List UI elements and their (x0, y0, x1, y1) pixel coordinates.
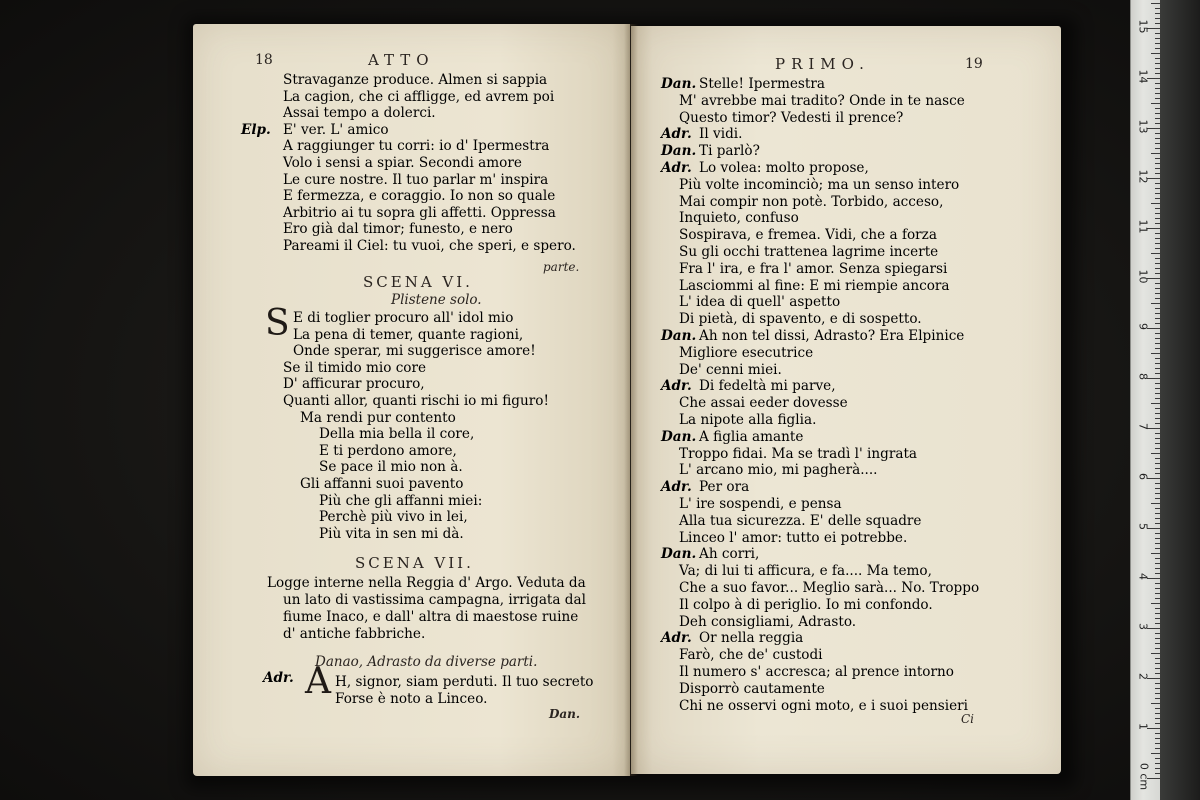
verse-text: L' arcano mio, mi pagherà.... (679, 462, 878, 479)
speaker-label: Dan. (661, 328, 697, 344)
ruler-number: 3 (1136, 623, 1150, 630)
verse-text: Ah corri, (699, 546, 760, 563)
speaker-label: Elp. (241, 121, 271, 138)
ruler-number: 11 (1136, 219, 1150, 234)
verse-text: Il numero s' accresca; al prence intorno (679, 664, 954, 680)
aria-line: E ti perdono amore, (319, 442, 457, 459)
verse-text: Disporrò cautamente (679, 680, 825, 697)
verse-text: Arbitrio ai tu sopra gli affetti. Oppressa (283, 204, 556, 221)
verse-line (283, 72, 547, 88)
aria-line: Più vita in sen mi dà. (319, 525, 464, 542)
left-page-header: ATTO (368, 51, 435, 69)
verse-line (661, 143, 760, 159)
verse-text: De' cenni miei. (679, 361, 782, 378)
verse-line (679, 227, 937, 243)
verse-line (679, 412, 816, 428)
verse-text: Le cure nostre. Il tuo parlar m' inspira (283, 171, 549, 188)
ruler-number: 5 (1136, 523, 1150, 530)
verse-line (661, 429, 803, 445)
ruler-number: 15 (1136, 19, 1150, 34)
verse-line (679, 294, 840, 310)
verse-line (679, 311, 922, 327)
exit-direction: parte. (543, 260, 580, 274)
verse-line (661, 378, 836, 394)
verse-text: L' ire sospendi, e pensa (679, 496, 842, 512)
ruler-edge (1160, 0, 1200, 800)
verse-line (679, 647, 823, 663)
ruler-number: 0 cm (1137, 762, 1151, 791)
aria-line: Più che gli affanni miei: (319, 492, 483, 509)
left-page (193, 24, 630, 776)
verse-line (679, 446, 917, 462)
aria-line: Quanti allor, quanti rischi io mi figuro! (283, 393, 549, 409)
verse-text: Chi ne osservi ogni moto, e i suoi pensieri (679, 697, 968, 714)
verse-text: Inquieto, confuso (679, 210, 799, 227)
verse-text: E fermezza, e coraggio. Io non so quale (283, 188, 556, 205)
aria-line: Perchè più vivo in lei, (319, 509, 468, 526)
speaker-label: Adr. (661, 160, 692, 176)
verse-line (679, 496, 842, 512)
ruler-number: 7 (1136, 423, 1150, 430)
verse-text: Ah non tel dissi, Adrasto? Era Elpinice (699, 328, 965, 344)
verse-text: Mai compir non potè. Torbido, acceso, (679, 193, 944, 210)
verse-line (679, 597, 933, 613)
left-page-number: 18 (255, 52, 273, 68)
verse-line (679, 345, 813, 361)
ruler-number: 6 (1136, 473, 1150, 480)
verse-text: Il colpo à di periglio. Io mi confondo. (679, 596, 933, 613)
ruler-number: 9 (1136, 323, 1150, 330)
aria-line: E di toglier procuro all' idol mio (293, 310, 514, 326)
verse-text: Deh consigliami, Adrasto. (679, 613, 857, 630)
scene7-characters: Danao, Adrasto da diverse parti. (315, 654, 538, 670)
verse-text: Stravaganze produce. Almen si sappia (283, 72, 548, 88)
verse-text: Di pietà, di spavento, e di sospetto. (679, 311, 922, 328)
stage-direction-line: un lato di vastissima campagna, irrigata dal (283, 592, 586, 608)
verse-text: Fra l' ira, e fra l' amor. Senza spiegarsi (679, 260, 948, 277)
speaker-label: Adr. (661, 126, 692, 143)
right-page (631, 26, 1061, 774)
verse-text: Ero già dal timor; funesto, e nero (283, 221, 513, 238)
speaker-label: Adr. (661, 378, 692, 395)
verse-line (241, 122, 389, 138)
ruler-number: 14 (1136, 69, 1150, 84)
verse-line (661, 546, 759, 562)
verse-line (283, 155, 522, 171)
verse-text: Linceo l' amor: tutto ei potrebbe. (679, 529, 908, 546)
verse-line (679, 614, 856, 630)
verse-text: Che assai eeder dovesse (679, 395, 848, 412)
verse-line (679, 395, 848, 411)
verse-text: Assai tempo a dolerci. (283, 105, 436, 122)
ruler-number: 10 (1136, 269, 1150, 284)
speaker-label: Dan. (661, 143, 697, 160)
verse-text: Ti parlò? (699, 143, 760, 160)
verse-line (661, 630, 803, 646)
verse-line (661, 160, 869, 176)
verse-text: A figlia amante (699, 428, 804, 445)
aria-line: Se pace il mio non à. (319, 459, 463, 476)
verse-line (679, 110, 903, 126)
verse-text: Volo i sensi a spiar. Secondi amore (283, 155, 522, 171)
verse-line (283, 238, 576, 254)
ruler-number: 12 (1136, 169, 1150, 184)
book-gutter (624, 24, 638, 776)
verse-line (679, 362, 782, 378)
ruler-number: 8 (1136, 373, 1150, 380)
verse-line (283, 172, 548, 188)
verse-text: La cagion, che ci affligge, ed avrem poi (283, 88, 555, 105)
verse-line (679, 530, 907, 546)
verse-line (679, 194, 943, 210)
right-page-number: 19 (965, 56, 983, 72)
verse-line (679, 210, 799, 226)
ruler-number: 1 (1136, 723, 1150, 730)
verse-text: Sospirava, e fremea. Vidi, che a forza (679, 227, 937, 244)
left-catchword: Dan. (549, 707, 581, 721)
aria-line: Della mia bella il core, (319, 426, 475, 443)
verse-text: Migliore esecutrice (679, 344, 814, 361)
aria-line: Onde sperar, mi suggerisce amore! (293, 343, 536, 360)
verse-text: Alla tua sicurezza. E' delle squadre (679, 512, 922, 529)
right-page-header: PRIMO. (775, 55, 870, 73)
aria-line: Gli affanni suoi pavento (300, 476, 464, 492)
verse-line (679, 462, 877, 478)
verse-line (661, 76, 825, 92)
verse-line (679, 261, 947, 277)
verse-text: Va; di lui ti afficura, e fa.... Ma temo, (679, 563, 932, 580)
verse-line (679, 664, 954, 680)
verse-line (283, 89, 554, 105)
verse-text: Per ora (699, 479, 750, 496)
aria-line: Se il timido mio core (283, 359, 427, 376)
verse-text: Troppo fidai. Ma se tradì l' ingrata (679, 445, 918, 462)
verse-text: Il vidi. (699, 126, 743, 143)
speaker-label: Dan. (661, 428, 697, 445)
verse-text: La nipote alla figlia. (679, 412, 817, 428)
verse-text: Di fedeltà mi parve, (699, 378, 836, 395)
ruler-number: 2 (1136, 673, 1150, 680)
verse-text: L' idea di quell' aspetto (679, 294, 841, 311)
verse-text: A raggiunger tu corri: io d' Ipermestra (283, 138, 550, 155)
verse-line (679, 177, 959, 193)
scene7-title: SCENA VII. (355, 554, 474, 572)
aria-line: D' afficurar procuro, (283, 376, 425, 393)
verse-line: H, signor, siam perduti. Il tuo secreto (335, 674, 594, 690)
aria-line: La pena di temer, quante ragioni, (293, 326, 524, 343)
verse-text: Questo timor? Vedesti il prence? (679, 109, 904, 126)
ruler-number: 13 (1136, 119, 1150, 134)
verse-line (661, 328, 964, 344)
verse-line (679, 244, 938, 260)
speaker-label: Adr. (661, 479, 692, 496)
verse-line (679, 698, 968, 714)
scene7-speaker: Adr. (263, 670, 294, 686)
verse-line (679, 580, 979, 596)
verse-text: Stelle! Ipermestra (699, 76, 825, 92)
speaker-label: Dan. (661, 546, 697, 563)
verse-line (679, 513, 921, 529)
scene6-drop-cap: S (265, 303, 290, 344)
aria-line: Ma rendi pur contento (300, 409, 456, 426)
right-catchword: Ci (961, 712, 975, 726)
verse-text: E' ver. L' amico (283, 121, 389, 138)
speaker-label: Dan. (661, 76, 697, 92)
stage-direction-line: Logge interne nella Reggia d' Argo. Veduta da (267, 575, 586, 591)
verse-text: Lo volea: molto propose, (699, 160, 869, 176)
verse-text: Che a suo favor... Meglio sarà... No. Troppo (679, 580, 980, 596)
verse-line (661, 479, 749, 495)
verse-text: M' avrebbe mai tradito? Onde in te nasce (679, 92, 965, 109)
scene6-title: SCENA VI. (363, 273, 473, 291)
verse-line (283, 188, 555, 204)
speaker-label: Adr. (661, 630, 692, 647)
verse-text: Su gli occhi trattenea lagrime incerte (679, 244, 939, 260)
verse-line (283, 105, 436, 121)
verse-line (679, 278, 950, 294)
verse-line: Forse è noto a Linceo. (335, 691, 488, 707)
scene6-character: Plistene solo. (391, 292, 482, 308)
verse-line (661, 126, 742, 142)
stage-direction-line: fiume Inaco, e dall' altra di maestose ruine (283, 609, 579, 625)
stage-direction-line: d' antiche fabbriche. (283, 626, 426, 642)
verse-line (679, 93, 965, 109)
scene7-drop-cap: A (305, 661, 331, 702)
verse-text: Or nella reggia (699, 630, 804, 647)
verse-line (679, 681, 825, 697)
verse-line (283, 205, 556, 221)
ruler-number: 4 (1136, 573, 1150, 580)
verse-text: Lasciommi al fine: E mi riempie ancora (679, 277, 950, 294)
verse-text: Pareami il Ciel: tu vuoi, che speri, e spero. (283, 238, 576, 254)
verse-line (283, 138, 549, 154)
verse-text: Più volte incominciò; ma un senso intero (679, 176, 960, 193)
verse-line (679, 563, 932, 579)
verse-line (283, 221, 513, 237)
verse-text: Farò, che de' custodi (679, 647, 823, 664)
